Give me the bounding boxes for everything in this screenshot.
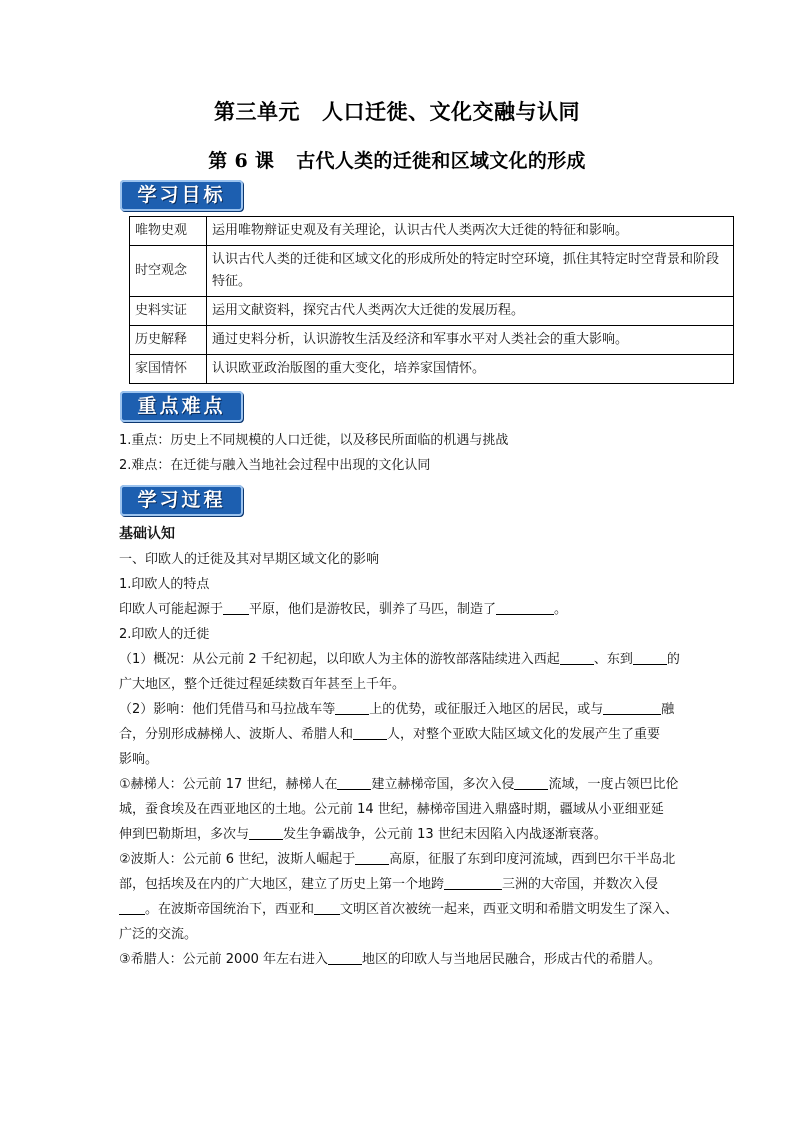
table-row [130, 326, 734, 355]
table-row [130, 217, 734, 246]
fill-blank[interactable] [355, 850, 389, 865]
paragraph-line [119, 772, 739, 797]
paragraph-line [119, 897, 739, 922]
subsection-title: 1.印欧人的特点 [119, 577, 210, 592]
text-run: 上的优势，或征服迁入地区的居民，或与 [369, 702, 604, 717]
goal-key: 家国情怀 [130, 355, 207, 384]
learning-process-content [119, 522, 739, 972]
text-run: 部，包括埃及在内的广大地区，建立了历史上第一个地跨 [119, 877, 445, 892]
learning-goals-table [129, 216, 734, 384]
fill-blank[interactable] [496, 600, 554, 615]
table-row [130, 246, 734, 297]
key-points-banner [120, 391, 243, 422]
table-row [130, 355, 734, 384]
banner-label: 学习目标 [137, 184, 226, 206]
paragraph-line [119, 847, 739, 872]
text-run: （2）影响：他们凭借马和马拉战车等 [119, 702, 336, 717]
text-run: 平原，他们是游牧民，驯养了马匹，制造了 [249, 602, 497, 617]
unit-number: 第三单元 [214, 99, 300, 124]
fill-blank[interactable] [353, 725, 387, 740]
goal-value: 运用文献资料，探究古代人类两次大迁徙的发展历程。 [207, 297, 734, 326]
learning-process-banner [120, 485, 243, 516]
paragraph-line [119, 647, 739, 672]
text-run: 伸到巴勒斯坦，多次与 [119, 827, 250, 842]
paragraph [119, 597, 739, 622]
goal-value: 运用唯物辩证史观及有关理论，认识古代人类两次大迁徙的特征和影响。 [207, 217, 734, 246]
fill-blank[interactable] [337, 775, 371, 790]
text-run: 人，对整个亚欧大陆区域文化的发展产生了重要 [387, 727, 661, 742]
fill-blank[interactable] [223, 600, 249, 615]
fill-blank[interactable] [119, 900, 145, 915]
list-item: 1.重点：历史上不同规模的人口迁徙，以及移民所面临的机遇与挑战 [119, 433, 509, 448]
fill-blank[interactable] [328, 950, 362, 965]
goal-key: 历史解释 [130, 326, 207, 355]
fill-blank[interactable] [249, 825, 283, 840]
goal-key: 唯物史观 [130, 217, 207, 246]
fill-blank[interactable] [560, 650, 594, 665]
text-run: 。 [554, 602, 568, 617]
text-run: 融 [661, 702, 675, 717]
text-run: 流域，一度占领巴比伦 [548, 777, 679, 792]
banner-label: 重点难点 [137, 395, 226, 417]
paragraph-line: 影响。 [119, 752, 159, 767]
text-run: 三洲的大帝国，并数次入侵 [502, 877, 659, 892]
paragraph-line [119, 697, 739, 722]
paragraph-line: 广大地区，整个迁徙过程延续数百年甚至上千年。 [119, 677, 406, 692]
fill-blank[interactable] [335, 700, 369, 715]
banner-label: 学习过程 [137, 489, 226, 511]
key-points-list [119, 428, 739, 478]
lesson-number: 第 6 课 [208, 150, 275, 172]
text-run: 印欧人可能起源于 [119, 602, 224, 617]
text-run: 、东到 [593, 652, 633, 667]
text-run: （1）概况：从公元前 2 千纪初起，以印欧人为主体的游牧部落陆续进入西起 [119, 652, 560, 667]
text-run: 地区的印欧人与当地居民融合，形成古代的希腊人。 [362, 952, 662, 967]
text-run: 。在波斯帝国统治下，西亚和 [145, 902, 315, 917]
goal-key: 史料实证 [130, 297, 207, 326]
list-item: 2.难点：在迁徙与融入当地社会过程中出现的文化认同 [119, 458, 431, 473]
lesson-title [0, 146, 794, 173]
text-run: 文明区首次被统一起来，西亚文明和希腊文明发生了深入、 [340, 902, 679, 917]
lesson-name: 古代人类的迁徙和区域文化的形成 [296, 150, 586, 172]
fill-blank[interactable] [514, 775, 548, 790]
section-heading: 基础认知 [119, 526, 175, 542]
subsection-title: 2.印欧人的迁徙 [119, 627, 210, 642]
paragraph-line [119, 722, 739, 747]
learning-goals-banner [120, 180, 243, 211]
paragraph-line [119, 872, 739, 897]
fill-blank[interactable] [603, 700, 661, 715]
goal-value: 通过史料分析，认识游牧生活及经济和军事水平对人类社会的重大影响。 [207, 326, 734, 355]
paragraph-line: 广泛的交流。 [119, 927, 198, 942]
text-run: 合，分别形成赫梯人、波斯人、希腊人和 [119, 727, 354, 742]
text-run: 的 [666, 652, 680, 667]
text-run: 建立赫梯帝国，多次入侵 [371, 777, 515, 792]
goal-key: 时空观念 [130, 246, 207, 297]
paragraph-line [119, 822, 739, 847]
goal-value: 认识欧亚政治版图的重大变化，培养家国情怀。 [207, 355, 734, 384]
unit-name: 人口迁徙、文化交融与认同 [322, 99, 580, 124]
fill-blank[interactable] [314, 900, 340, 915]
text-run: ③希腊人：公元前 2000 年左右进入 [119, 952, 329, 967]
unit-title [0, 96, 794, 126]
fill-blank[interactable] [444, 875, 502, 890]
paragraph-line [119, 947, 739, 972]
text-run: 高原，征服了东到印度河流域，西到巴尔干半岛北 [389, 852, 676, 867]
section-title: 一、印欧人的迁徙及其对早期区域文化的影响 [119, 552, 380, 567]
text-run: ①赫梯人：公元前 17 世纪，赫梯人在 [119, 777, 338, 792]
text-run: ②波斯人：公元前 6 世纪，波斯人崛起于 [119, 852, 356, 867]
goal-value: 认识古代人类的迁徙和区域文化的形成所处的特定时空环境，抓住其特定时空背景和阶段特征。 [207, 246, 734, 297]
paragraph-line: 城，蚕食埃及在西亚地区的土地。公元前 14 世纪，赫梯帝国进入鼎盛时期，疆域从小亚细亚延 [119, 802, 664, 817]
fill-blank[interactable] [633, 650, 667, 665]
table-row [130, 297, 734, 326]
text-run: 发生争霸战争，公元前 13 世纪末因陷入内战逐渐衰落。 [283, 827, 607, 842]
